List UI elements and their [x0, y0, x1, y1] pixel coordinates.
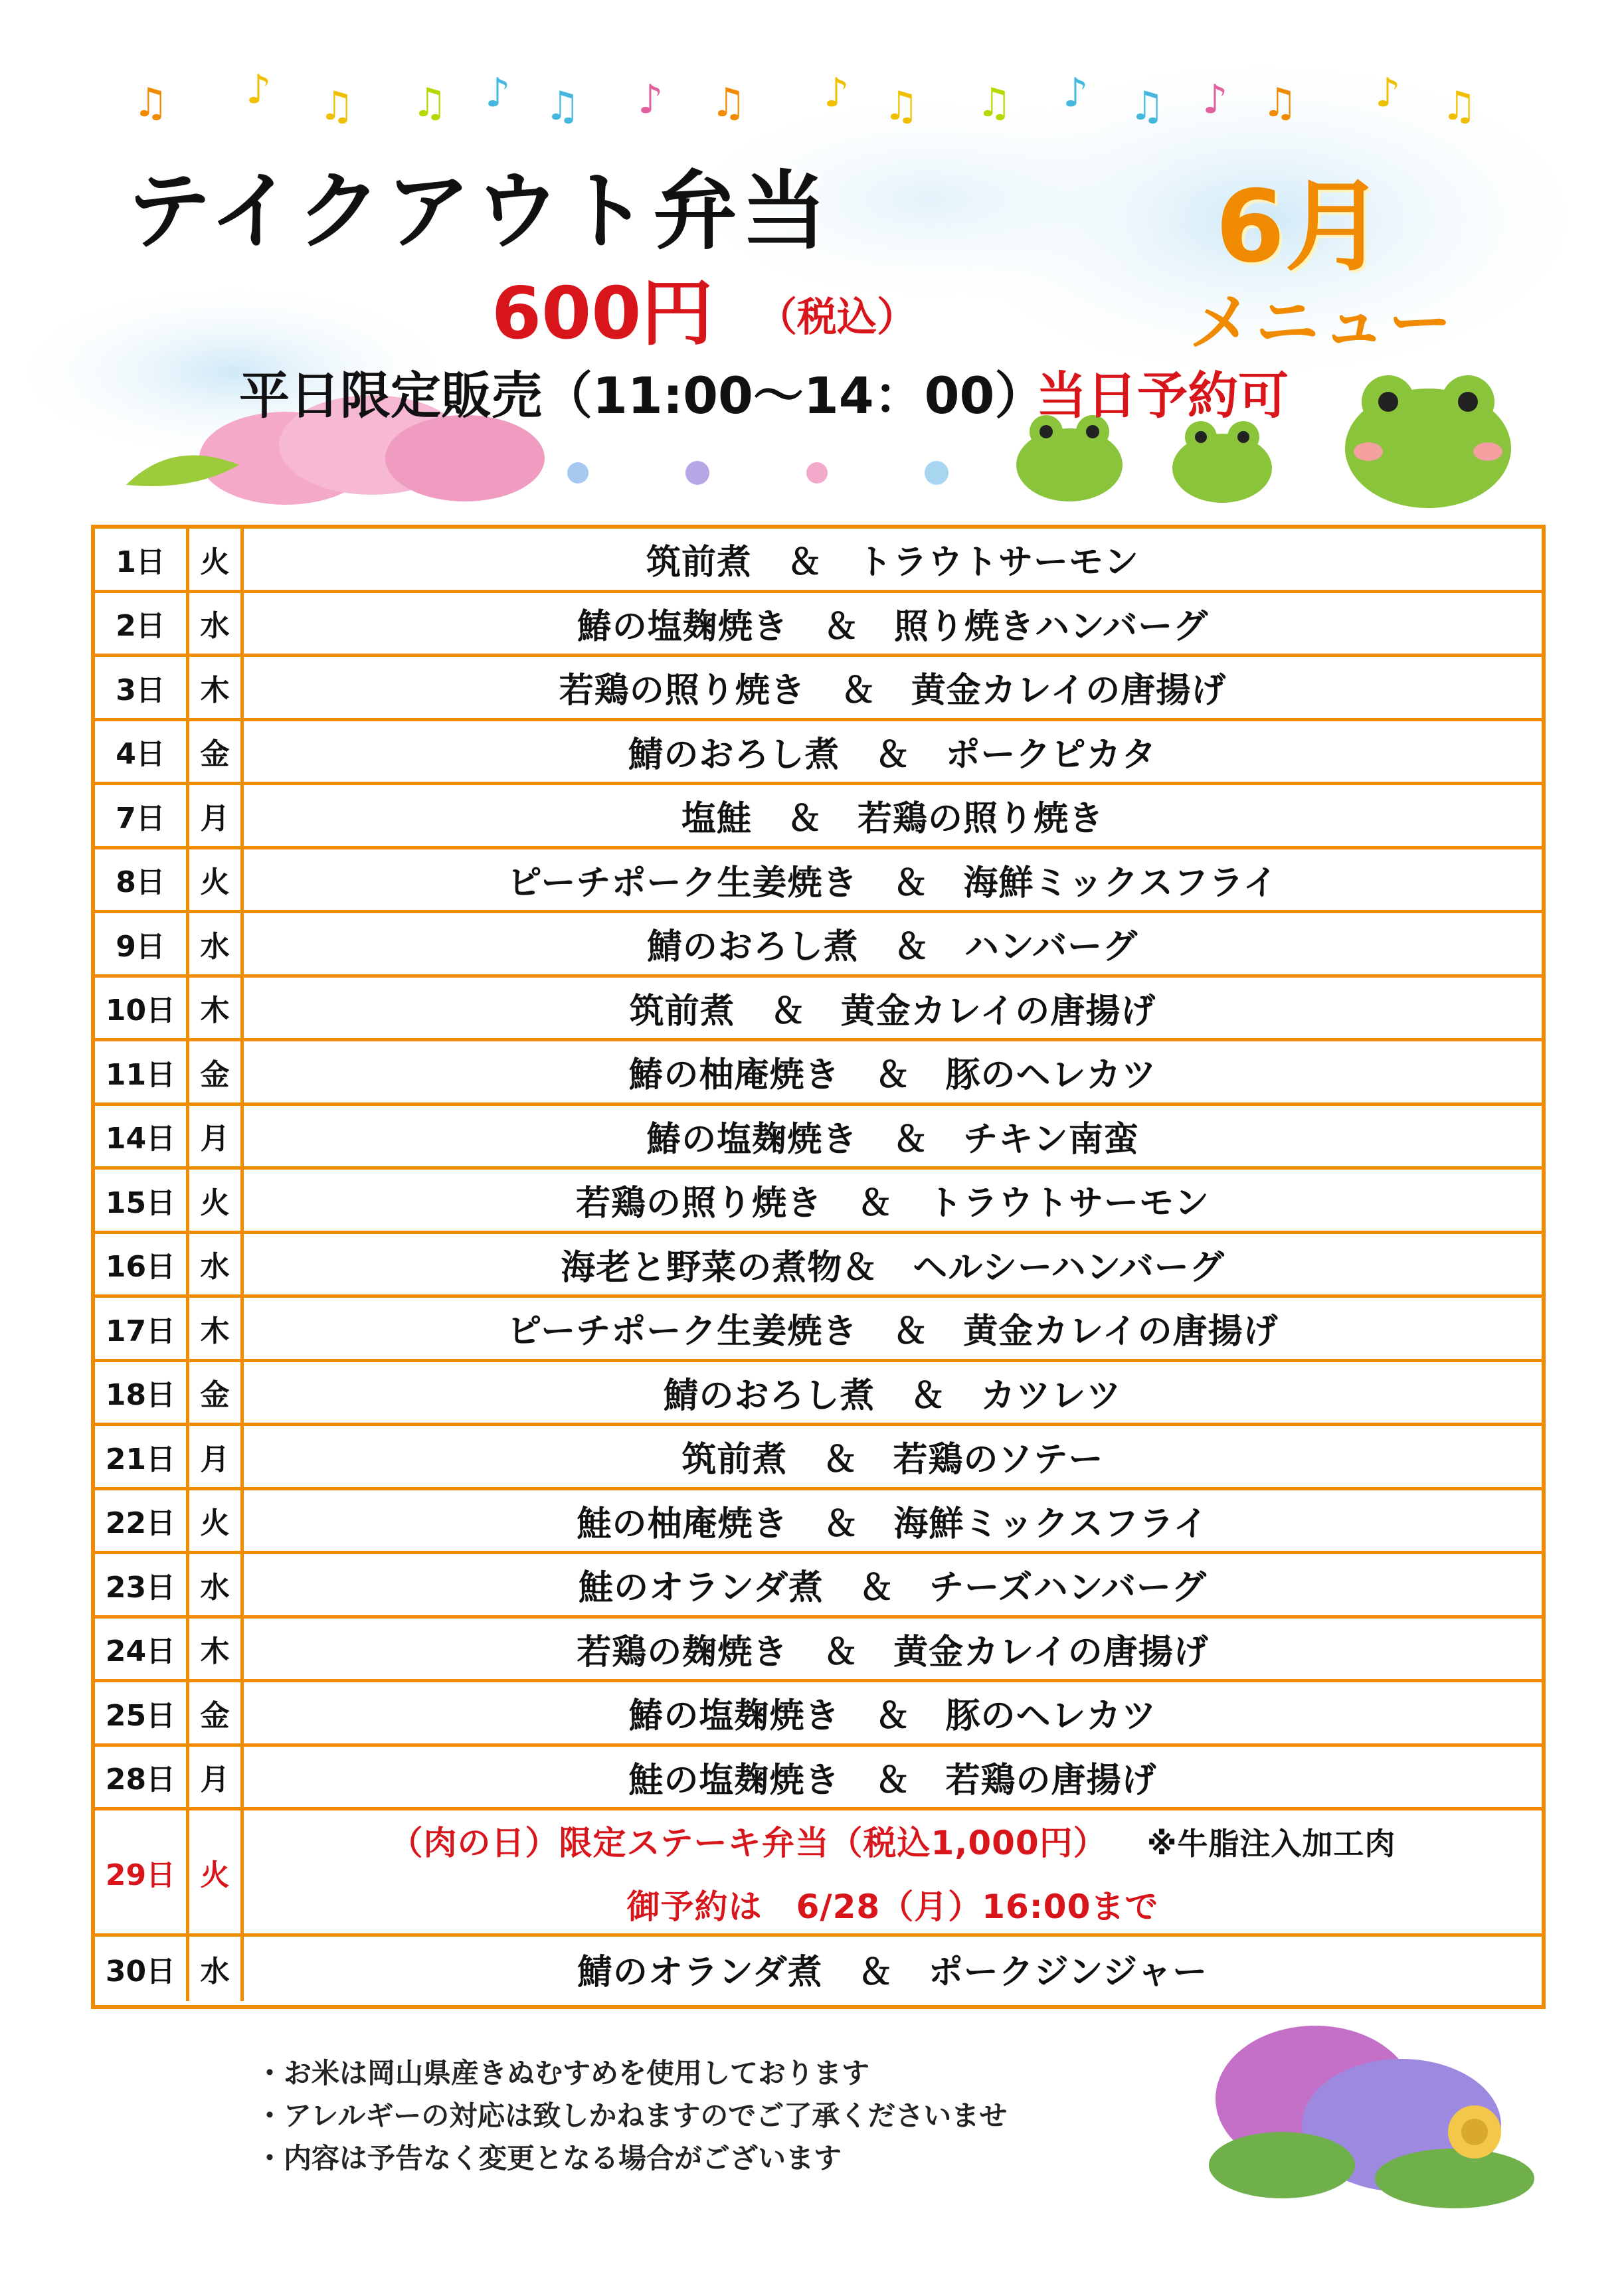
- menu-label: メニュー: [1189, 286, 1455, 360]
- table-row: [95, 1747, 1542, 1811]
- menu-cell: 筑前煮 ＆ 黄金カレイの唐揚げ: [629, 991, 1156, 1031]
- table-row: [95, 593, 1542, 658]
- table-row: [95, 721, 1542, 786]
- menu-cell: 若鶏の照り焼き ＆ 黄金カレイの唐揚げ: [559, 671, 1227, 711]
- menu-cell: 鰆の塩麹焼き ＆ 豚のヘレカツ: [628, 1696, 1157, 1737]
- special-menu-cell: [244, 1810, 1542, 1933]
- frog-icon: [1016, 415, 1123, 501]
- weekday-cell: 月: [189, 1106, 244, 1167]
- menu-cell: 筑前煮 ＆ 若鶏のソテー: [681, 1440, 1104, 1480]
- note-item: ・お米は岡山県産きぬむすめを使用しております: [256, 2057, 870, 2089]
- date-cell: 22日: [95, 1490, 189, 1551]
- menu-cell: ピーチポーク生姜焼き ＆ 黄金カレイの唐揚げ: [507, 1312, 1279, 1352]
- table-row: [95, 1041, 1542, 1106]
- menu-cell: 海老と野菜の煮物＆ ヘルシーハンバーグ: [561, 1247, 1225, 1288]
- menu-cell: 筑前煮 ＆ トラウトサーモン: [646, 543, 1139, 583]
- table-row: [95, 1170, 1542, 1234]
- date-cell: 28日: [95, 1747, 189, 1808]
- svg-text:♪: ♪: [485, 70, 511, 116]
- table-row: [95, 657, 1542, 721]
- date-cell: 1日: [95, 529, 189, 590]
- special-menu-line: [390, 1816, 1396, 1864]
- table-row: [95, 978, 1542, 1042]
- svg-text:♫: ♫: [545, 83, 581, 130]
- table-row: [95, 1619, 1542, 1683]
- weekday-cell: 金: [189, 1682, 244, 1743]
- svg-text:♫: ♫: [976, 80, 1012, 126]
- menu-cell: 鮭の塩麹焼き ＆ 若鶏の唐揚げ: [628, 1760, 1157, 1801]
- weekday-cell: 水: [189, 1937, 244, 2001]
- svg-text:♫: ♫: [1262, 80, 1298, 126]
- price: 600円: [492, 272, 713, 355]
- table-row: [95, 849, 1542, 914]
- date-cell: 2日: [95, 593, 189, 654]
- weekday-cell: 木: [189, 657, 244, 718]
- date-cell: 15日: [95, 1170, 189, 1231]
- date-cell: 14日: [95, 1106, 189, 1167]
- menu-cell: 塩鮭 ＆ 若鶏の照り焼き: [681, 799, 1104, 839]
- menu-table: [91, 525, 1546, 2009]
- header: [0, 0, 1624, 518]
- weekday-cell: 金: [189, 1041, 244, 1102]
- menu-cell: 鯖のおろし煮 ＆ カツレツ: [664, 1375, 1122, 1416]
- svg-text:♫: ♫: [1441, 83, 1477, 130]
- date-cell: 30日: [95, 1937, 189, 2001]
- menu-cell: ピーチポーク生姜焼き ＆ 海鮮ミックスフライ: [507, 863, 1279, 903]
- menu-cell: 鰆の塩麹焼き ＆ 照り焼きハンバーグ: [577, 606, 1209, 647]
- menu-cell: 鯖のオランダ煮 ＆ ポークジンジャー: [577, 1952, 1208, 1992]
- svg-text:♫: ♫: [1129, 83, 1165, 130]
- svg-text:♪: ♪: [246, 66, 272, 113]
- menu-cell: 鮭のオランダ煮 ＆ チーズハンバーグ: [579, 1568, 1207, 1609]
- weekday-cell: 火: [189, 529, 244, 590]
- weekday-cell: 金: [189, 721, 244, 782]
- weekday-cell: 木: [189, 978, 244, 1039]
- weekday-cell: 木: [189, 1619, 244, 1680]
- menu-cell: 若鶏の麹焼き ＆ 黄金カレイの唐揚げ: [577, 1632, 1209, 1672]
- weekday-cell: 月: [189, 1426, 244, 1487]
- date-cell: 16日: [95, 1234, 189, 1295]
- menu-cell: 鮭の柚庵焼き ＆ 海鮮ミックスフライ: [577, 1504, 1209, 1544]
- date-cell: 18日: [95, 1362, 189, 1423]
- table-row: [95, 785, 1542, 849]
- date-cell: 29日: [95, 1810, 189, 1933]
- table-row: [95, 1810, 1542, 1937]
- note-item: ・内容は予告なく変更となる場合がございます: [256, 2142, 842, 2174]
- date-cell: 25日: [95, 1682, 189, 1743]
- weekday-cell: 火: [189, 1170, 244, 1231]
- date-cell: 8日: [95, 849, 189, 911]
- sales-hours: 平日限定販売（11:00～14：00）: [239, 366, 1045, 425]
- date-cell: 21日: [95, 1426, 189, 1487]
- weekday-cell: 火: [189, 1490, 244, 1551]
- reservation-deadline: 御予約は 6/28（月）16:00まで: [626, 1887, 1159, 1926]
- svg-text:♪: ♪: [1063, 70, 1089, 116]
- svg-text:♪: ♪: [638, 76, 664, 123]
- notes: [256, 2052, 1007, 2180]
- svg-text:♪: ♪: [1202, 76, 1228, 123]
- special-menu-text: （肉の日）限定ステーキ弁当（税込1,000円）: [389, 1823, 1107, 1862]
- date-cell: 4日: [95, 721, 189, 782]
- month-label: 6月: [1216, 169, 1385, 285]
- menu-cell: 鰆の塩麹焼き ＆ チキン南蛮: [646, 1119, 1139, 1160]
- svg-text:♪: ♪: [824, 70, 850, 116]
- weekday-cell: 月: [189, 785, 244, 846]
- table-row: [95, 529, 1542, 593]
- date-cell: 17日: [95, 1298, 189, 1359]
- page-title: テイクアウト弁当: [126, 162, 831, 261]
- table-row: [95, 1937, 1542, 2001]
- table-row: [95, 1490, 1542, 1555]
- svg-text:♫: ♫: [883, 83, 919, 130]
- table-row: [95, 1426, 1542, 1490]
- svg-text:♫: ♫: [319, 83, 355, 130]
- date-cell: 11日: [95, 1041, 189, 1102]
- special-menu-note: ※牛脂注入加工肉: [1146, 1825, 1396, 1862]
- weekday-cell: 水: [189, 1554, 244, 1615]
- reservation-note: 当日予約可: [1036, 366, 1289, 425]
- date-cell: 23日: [95, 1554, 189, 1615]
- menu-cell: 鯖のおろし煮 ＆ ポークピカタ: [628, 735, 1157, 775]
- weekday-cell: 火: [189, 849, 244, 911]
- table-row: [95, 1682, 1542, 1747]
- date-cell: 9日: [95, 913, 189, 974]
- weekday-cell: 金: [189, 1362, 244, 1423]
- table-row: [95, 1298, 1542, 1362]
- flower-icons: [567, 461, 948, 485]
- weekday-cell: 水: [189, 593, 244, 654]
- date-cell: 7日: [95, 785, 189, 846]
- date-cell: 10日: [95, 978, 189, 1039]
- weekday-cell: 水: [189, 913, 244, 974]
- weekday-cell: 火: [189, 1810, 244, 1933]
- note-item: ・アレルギーの対応は致しかねますのでご了承くださいませ: [256, 2099, 1008, 2132]
- weekday-cell: 水: [189, 1234, 244, 1295]
- weekday-cell: 月: [189, 1747, 244, 1808]
- svg-text:♫: ♫: [711, 80, 747, 126]
- table-row: [95, 1362, 1542, 1427]
- date-cell: 24日: [95, 1619, 189, 1680]
- menu-cell: 鰆の柚庵焼き ＆ 豚のヘレカツ: [628, 1055, 1157, 1096]
- table-row: [95, 913, 1542, 978]
- table-row: [95, 1106, 1542, 1170]
- table-row: [95, 1554, 1542, 1619]
- svg-text:♫: ♫: [412, 80, 448, 126]
- table-row: [95, 1234, 1542, 1298]
- svg-text:♪: ♪: [1375, 70, 1401, 116]
- weekday-cell: 木: [189, 1298, 244, 1359]
- frog-icon: [1172, 421, 1272, 503]
- menu-cell: 鯖のおろし煮 ＆ ハンバーグ: [647, 927, 1138, 968]
- frog-icon: [1345, 375, 1511, 508]
- svg-text:♫: ♫: [133, 80, 169, 126]
- menu-cell: 若鶏の照り焼き ＆ トラウトサーモン: [575, 1184, 1210, 1224]
- price-tax-note: （税込）: [757, 294, 917, 341]
- hydrangea-snail-icon: [1202, 2012, 1548, 2212]
- date-cell: 3日: [95, 657, 189, 718]
